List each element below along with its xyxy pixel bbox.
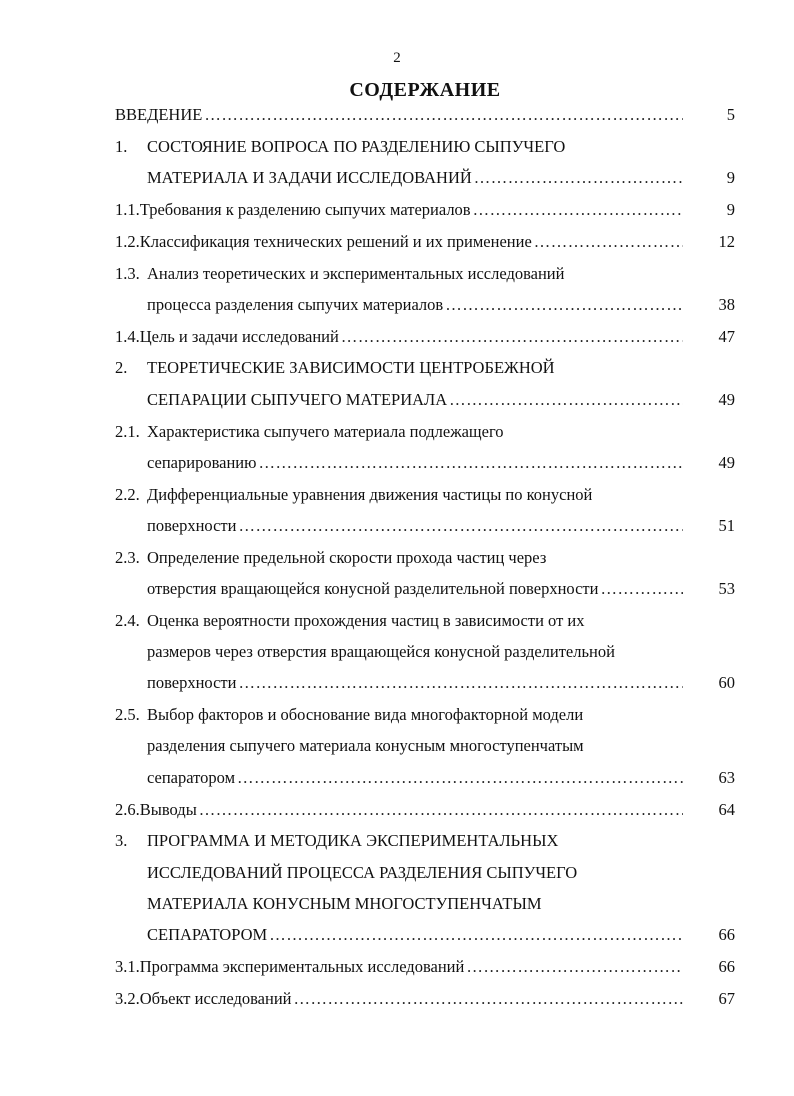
toc-entry-line: [147, 637, 735, 667]
toc-entry-line: [115, 227, 735, 257]
toc-entry-line: [115, 195, 735, 225]
page-number: 2: [393, 50, 401, 66]
toc-leader-dots: [199, 795, 683, 825]
toc-entry-line: [147, 448, 735, 478]
toc-leader-dots: [341, 322, 683, 352]
toc-entry[interactable]: [115, 353, 735, 416]
toc-entry[interactable]: [115, 417, 735, 480]
toc-entry-line: [115, 353, 735, 383]
toc-entry-line: [147, 763, 735, 793]
toc-entry-number: 1.: [115, 136, 128, 156]
toc-entry[interactable]: [115, 480, 735, 543]
toc-entry-number: 1.4.: [115, 326, 140, 346]
toc-page-number: 66: [718, 957, 735, 977]
toc-entry-line: [115, 795, 735, 825]
toc-entry-line: [115, 100, 735, 130]
toc-entry-line: [147, 889, 735, 919]
toc-entry-number: 2.6.: [115, 799, 140, 819]
toc-entry-number: 1.2.: [115, 231, 140, 251]
toc-entry-text: Выводы: [139, 799, 197, 819]
toc-page-number: 66: [718, 925, 735, 945]
toc-entry-number: 3.1.: [115, 957, 140, 977]
toc-entry-text: процесса разделения сыпучих материалов: [147, 294, 444, 314]
toc-entry-line: [115, 606, 735, 636]
toc-entry-number: 2.5.: [115, 705, 140, 725]
toc-page-number: 63: [718, 767, 735, 787]
toc-entry-line: [147, 574, 735, 604]
toc-entry[interactable]: [115, 100, 735, 131]
toc-entry[interactable]: [115, 984, 735, 1015]
toc-entry[interactable]: [115, 826, 735, 951]
toc-leader-dots: [445, 290, 683, 320]
toc-entry-text: СЕПАРАТОРОМ: [147, 925, 268, 945]
toc-entry[interactable]: [115, 700, 735, 794]
toc-entry-line: [115, 826, 735, 856]
toc-entry-text: ТЕОРЕТИЧЕСКИЕ ЗАВИСИМОСТИ ЦЕНТРОБЕЖНОЙ: [147, 358, 555, 378]
toc-entry-text: ПРОГРАММА И МЕТОДИКА ЭКСПЕРИМЕНТАЛЬНЫХ: [147, 831, 559, 851]
toc-entry-number: 2.1.: [115, 421, 140, 441]
toc-entry[interactable]: [115, 195, 735, 226]
toc-entry-text: ВВЕДЕНИЕ: [115, 105, 203, 124]
toc-entry-text: СЕПАРАЦИИ СЫПУЧЕГО МАТЕРИАЛА: [147, 389, 448, 409]
toc-entry-number: 2.2.: [115, 484, 140, 504]
toc-leader-dots: [238, 511, 683, 541]
toc-entry[interactable]: [115, 606, 735, 700]
toc-entry-text: сепаратором: [147, 767, 236, 787]
toc-entry-text: Дифференциальные уравнения движения частицы по конусной: [147, 484, 593, 504]
page-title: СОДЕРЖАНИЕ: [349, 79, 501, 101]
toc-leader-dots: [294, 984, 684, 1014]
toc-entry-text: Классификация технических решений и их применение: [139, 231, 532, 251]
toc-leader-dots: [534, 227, 683, 257]
toc-page-number: 49: [718, 452, 735, 472]
toc-entry-line: [147, 290, 735, 320]
toc-entry-line: [115, 480, 735, 510]
toc-entry-line: [115, 984, 735, 1014]
toc-entry-line: [115, 132, 735, 162]
toc-entry-text: Анализ теоретических и экспериментальных исследований: [147, 263, 565, 283]
toc-entry-text: поверхности: [147, 515, 237, 535]
toc-entry-text: поверхности: [147, 673, 237, 693]
toc-entry[interactable]: [115, 795, 735, 826]
toc-entry-text: Объект исследований: [139, 988, 292, 1008]
toc-entry-number: 3.: [115, 831, 128, 851]
toc-entry-line: [147, 731, 735, 761]
toc-entry-line: [115, 700, 735, 730]
toc-leader-dots: [449, 385, 683, 415]
toc-leader-dots: [474, 163, 683, 193]
toc-leader-dots: [466, 952, 683, 982]
toc-entry-number: 1.1.: [115, 199, 140, 219]
toc-entry-line: [115, 322, 735, 352]
toc-entry-line: [147, 511, 735, 541]
toc-entry-text: Определение предельной скорости прохода частиц через: [147, 547, 547, 567]
toc-entry-text: Выбор факторов и обоснование вида многофакторной модели: [147, 705, 584, 725]
toc-entry-line: [147, 163, 735, 193]
toc-entry-number: 1.3.: [115, 263, 140, 283]
toc-entry-line: [115, 543, 735, 573]
toc-entry-number: 3.2.: [115, 988, 140, 1008]
toc-entry-line: [147, 385, 735, 415]
toc-entry-text: Оценка вероятности прохождения частиц в зависимости от их: [147, 610, 585, 630]
toc-leader-dots: [473, 195, 683, 225]
toc-leader-dots: [258, 448, 683, 478]
toc-entry-text: Требования к разделению сыпучих материалов: [139, 199, 471, 219]
toc-entry-text: размеров через отверстия вращающейся конусной разделительной: [147, 642, 615, 662]
toc-entry-number: 2.3.: [115, 547, 140, 567]
toc-page-number: 67: [718, 988, 735, 1008]
toc-page-number: 5: [726, 105, 735, 124]
toc-entry-line: [147, 668, 735, 698]
toc-leader-dots: [600, 574, 683, 604]
toc-entry-text: Программа экспериментальных исследований: [139, 957, 465, 977]
toc-entry[interactable]: [115, 543, 735, 606]
toc-entry-text: разделения сыпучего материала конусным многоступенчатым: [147, 736, 584, 756]
toc-entry-line: [147, 858, 735, 888]
toc-entry-text: отверстия вращающейся конусной разделительной поверхности: [147, 578, 599, 598]
toc-page-number: 9: [726, 199, 735, 219]
toc-entry-line: [115, 952, 735, 982]
toc-page-number: 47: [718, 326, 735, 346]
toc-leader-dots: [237, 763, 683, 793]
toc-entry[interactable]: [115, 227, 735, 258]
toc-entry-text: Цель и задачи исследований: [139, 326, 339, 346]
toc-entry[interactable]: [115, 132, 735, 195]
toc-entry-line: [115, 259, 735, 289]
toc-entry-number: 2.: [115, 358, 128, 378]
toc-page-number: 9: [726, 168, 735, 188]
toc-entry[interactable]: [115, 322, 735, 353]
toc-page-number: 60: [718, 673, 735, 693]
toc-entry-number: 2.4.: [115, 610, 140, 630]
toc-page-number: 38: [718, 294, 735, 314]
toc-entry-text: сепарированию: [147, 452, 257, 472]
toc-page-number: 49: [718, 389, 735, 409]
toc-leader-dots: [238, 668, 683, 698]
toc-entry-text: МАТЕРИАЛА КОНУСНЫМ МНОГОСТУПЕНЧАТЫМ: [147, 893, 542, 913]
toc-leader-dots: [269, 920, 683, 950]
toc-entry-text: ИССЛЕДОВАНИЙ ПРОЦЕССА РАЗДЕЛЕНИЯ СЫПУЧЕГО: [147, 862, 578, 882]
toc-page-number: 64: [718, 799, 735, 819]
toc-entry-line: [115, 417, 735, 447]
toc-page-number: 12: [718, 231, 735, 251]
toc-leader-dots: [204, 100, 683, 130]
toc-entry-text: МАТЕРИАЛА И ЗАДАЧИ ИССЛЕДОВАНИЙ: [147, 168, 472, 188]
toc-entry[interactable]: [115, 259, 735, 322]
toc-entry-text: СОСТОЯНИЕ ВОПРОСА ПО РАЗДЕЛЕНИЮ СЫПУЧЕГО: [147, 136, 566, 156]
toc-entry-line: [147, 920, 735, 950]
toc-entry[interactable]: [115, 952, 735, 983]
toc-entry-text: Характеристика сыпучего материала подлежащего: [147, 421, 504, 441]
toc-page-number: 51: [718, 515, 735, 535]
toc-page-number: 53: [718, 578, 735, 598]
